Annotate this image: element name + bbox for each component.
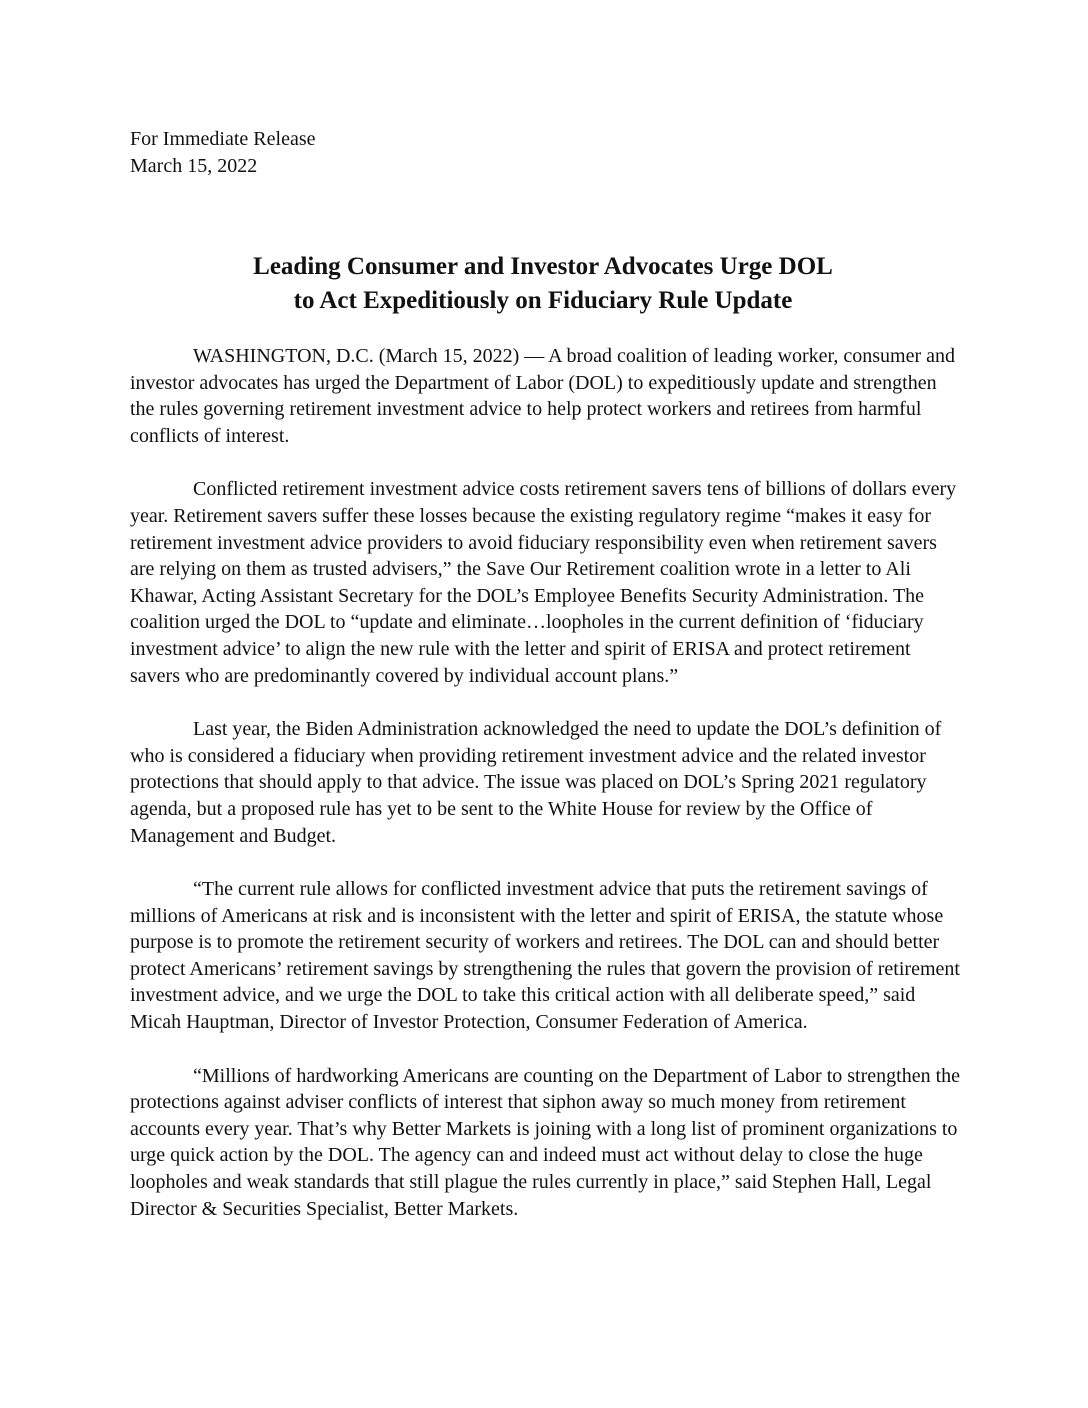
paragraph-biden-administration: Last year, the Biden Administration acknowledged the need to update the DOL’s definition of who is considered a fiduciary when providing retirement investment advice and the related investor protections that should apply to that advice. The issue was placed on DOL’s Spring 2021 regulatory agenda, but a proposed rule has yet to be sent to the White House for review by the Office of Management and Budget. [130,718,942,847]
paragraph-dateline: WASHINGTON, D.C. (March 15, 2022) — A broad coalition of leading worker, consumer and investor advocates has urged the Department of Labor (DOL) to expeditiously update and strengthen the rules governing retirement investment advice to help protect workers and retirees from harmful conflicts of interest. [130,345,956,447]
paragraph-conflicted-advice: Conflicted retirement investment advice costs retirement savers tens of billions of dollars every year. Retirement savers suffer these losses because the existing regulatory regime “makes it easy for retirement investment advice providers to avoid fiduciary responsibility even when retirement savers are relying on them as trusted advisers,” the Save Our Retirement coalition wrote in a letter to Ali Khawar, Acting Assistant Secretary for the DOL’s Employee Benefits Security Administration. The coalition urged the DOL to “update and eliminate…loopholes in the current definition of ‘fiduciary investment advice’ to align the new rule with the letter and spirit of ERISA and protect retirement savers who are predominantly covered by individual account plans.” [130,478,957,687]
headline [130,250,956,318]
release-header [130,126,316,180]
release-date: March 15, 2022 [130,155,258,177]
release-label: For Immediate Release [130,128,316,150]
paragraph-quote-hauptman: “The current rule allows for conflicted investment advice that puts the retirement savings of millions of Americans at risk and is inconsistent with the letter and spirit of ERISA, the statute whose purpose is to promote the retirement security of workers and retirees. The DOL can and should better protect Americans’ retirement savings by strengthening the rules that govern the provision of retirement investment advice, and we urge the DOL to take this critical action with all deliberate speed,” said Micah Hauptman, Director of Investor Protection, Consumer Federation of America. [130,878,960,1034]
paragraph-quote-hall: “Millions of hardworking Americans are counting on the Department of Labor to strengthen the protections against adviser conflicts of interest that siphon away so much money from retirement accounts every year. That’s why Better Markets is joining with a long list of prominent organizations to urge quick action by the DOL. The agency can and indeed must act without delay to close the huge loopholes and weak standards that still plague the rules currently in place,” said Stephen Hall, Legal Director & Securities Specialist, Better Markets. [130,1064,961,1220]
headline-line-1: Leading Consumer and Investor Advocates Urge DOL [253,253,833,280]
article-body [130,343,960,1249]
headline-line-2: to Act Expeditiously on Fiduciary Rule Update [293,287,793,314]
